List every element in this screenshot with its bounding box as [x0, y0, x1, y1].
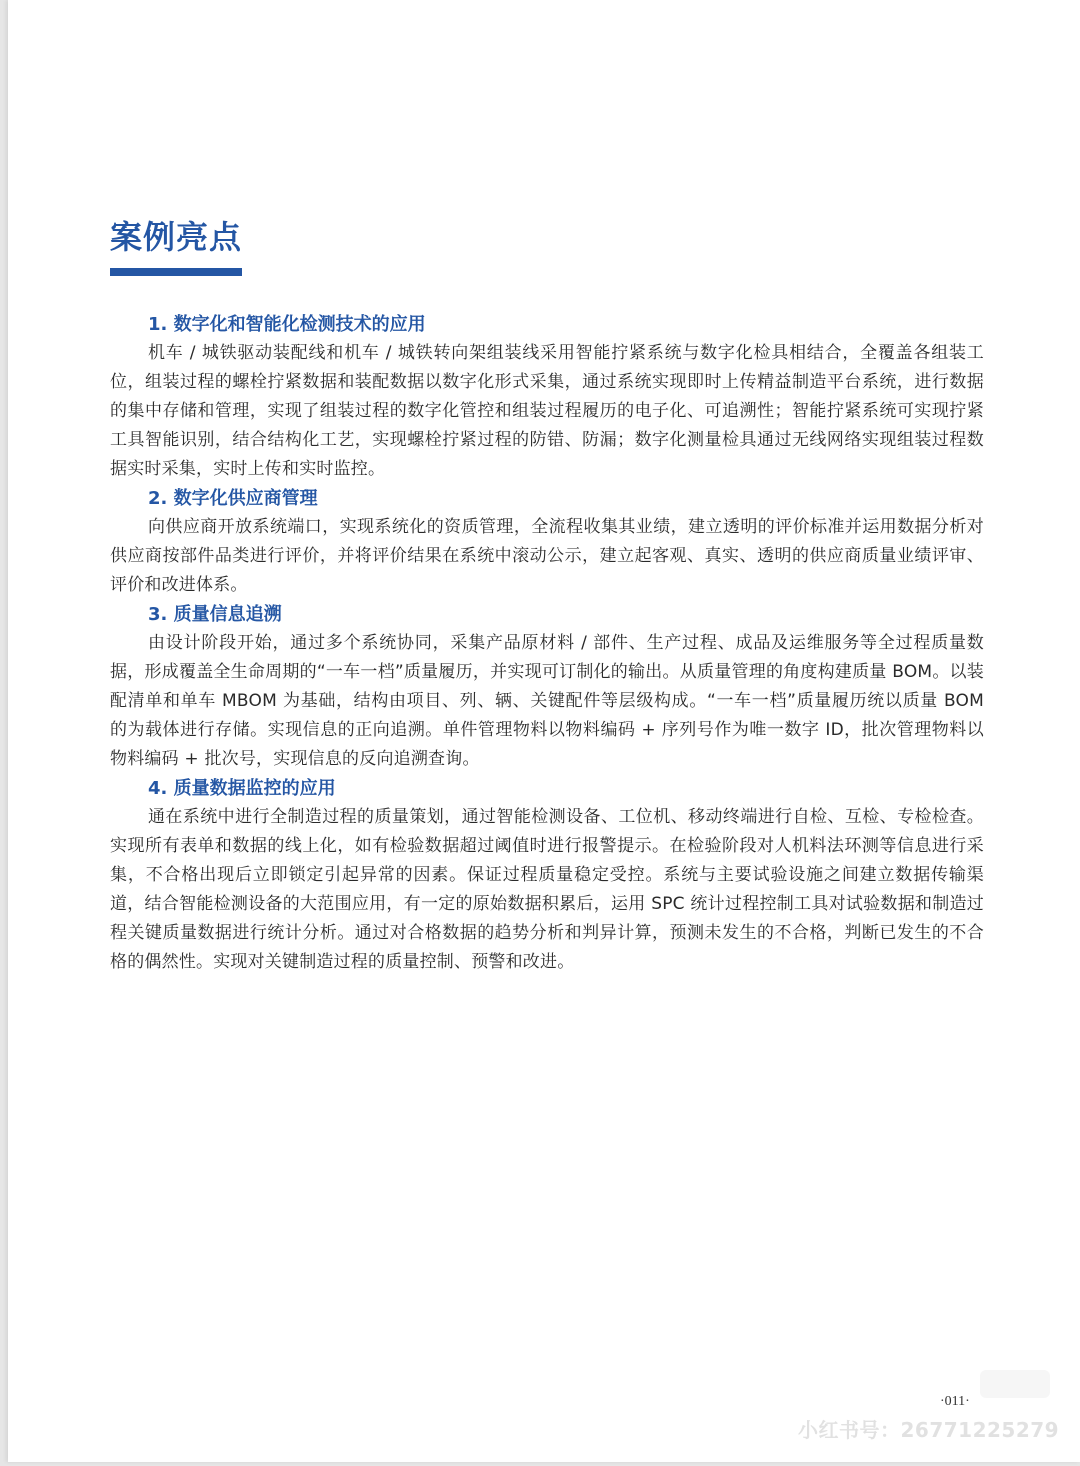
page-number: ·011· — [940, 1394, 970, 1409]
section-body-quality-traceability: 由设计阶段开始，通过多个系统协同，采集产品原材料 / 部件、生产过程、成品及运维服务等全过程质量数据，形成覆盖全生命周期的“一车一档”质量履历，并实现可订制化的输出。从质量管理的角度构建质量 BOM。以装配清单和单车 MBOM 为基础，结构由项目、列、辆、关键配件等层级构成。“一车一档”质量履历统以质量 BOM 的为载体进行存储。实现信息的正向追溯。单件管理物料以物料编码 + 序列号作为唯一数字 ID，批次管理物料以物料编码 + 批次号，实现信息的反向追溯查询。 — [110, 633, 984, 769]
document-page — [8, 0, 1080, 1462]
content-body — [110, 310, 984, 977]
section-title-supplier-management: 2. 数字化供应商管理 — [148, 488, 318, 509]
section-body-quality-monitoring: 通在系统中进行全制造过程的质量策划，通过智能检测设备、工位机、移动终端进行自检、互检、专检检查。实现所有表单和数据的线上化，如有检验数据超过阈值时进行报警提示。在检验阶段对人机料法环测等信息进行采集，不合格出现后立即锁定引起异常的因素。保证过程质量稳定受控。系统与主要试验设施之间建立数据传输渠道，结合智能检测设备的大范围应用，有一定的原始数据积累后，运用 SPC 统计过程控制工具对试验数据和制造过程关键质量数据进行统计分析。通过对合格数据的趋势分析和判异计算，预测未发生的不合格，判断已发生的不合格的偶然性。实现对关键制造过程的质量控制、预警和改进。 — [110, 807, 984, 972]
heading-underline — [110, 268, 242, 276]
section-title-digital-inspection: 1. 数字化和智能化检测技术的应用 — [148, 314, 426, 335]
section-title-quality-traceability: 3. 质量信息追溯 — [148, 604, 282, 625]
watermark-text: 小红书号：26771225279 — [798, 1418, 1060, 1442]
section-title-quality-monitoring: 4. 质量数据监控的应用 — [148, 778, 336, 799]
section-body-digital-inspection: 机车 / 城铁驱动装配线和机车 / 城铁转向架组装线采用智能拧紧系统与数字化检具相结合，全覆盖各组装工位，组装过程的螺栓拧紧数据和装配数据以数字化形式采集，通过系统实现即时上传精益制造平台系统，进行数据的集中存储和管理，实现了组装过程的数字化管控和组装过程履历的电子化、可追溯性；智能拧紧系统可实现拧紧工具智能识别，结合结构化工艺，实现螺栓拧紧过程的防错、防漏；数字化测量检具通过无线网络实现组装过程数据实时采集，实时上传和实时监控。 — [110, 343, 984, 479]
watermark-logo-box — [980, 1370, 1050, 1398]
page-heading: 案例亮点 — [110, 218, 243, 256]
section-body-supplier-management: 向供应商开放系统端口，实现系统化的资质管理，全流程收集其业绩，建立透明的评价标准并运用数据分析对供应商按部件品类进行评价，并将评价结果在系统中滚动公示，建立起客观、真实、透明的供应商质量业绩评审、评价和改进体系。 — [110, 517, 984, 595]
